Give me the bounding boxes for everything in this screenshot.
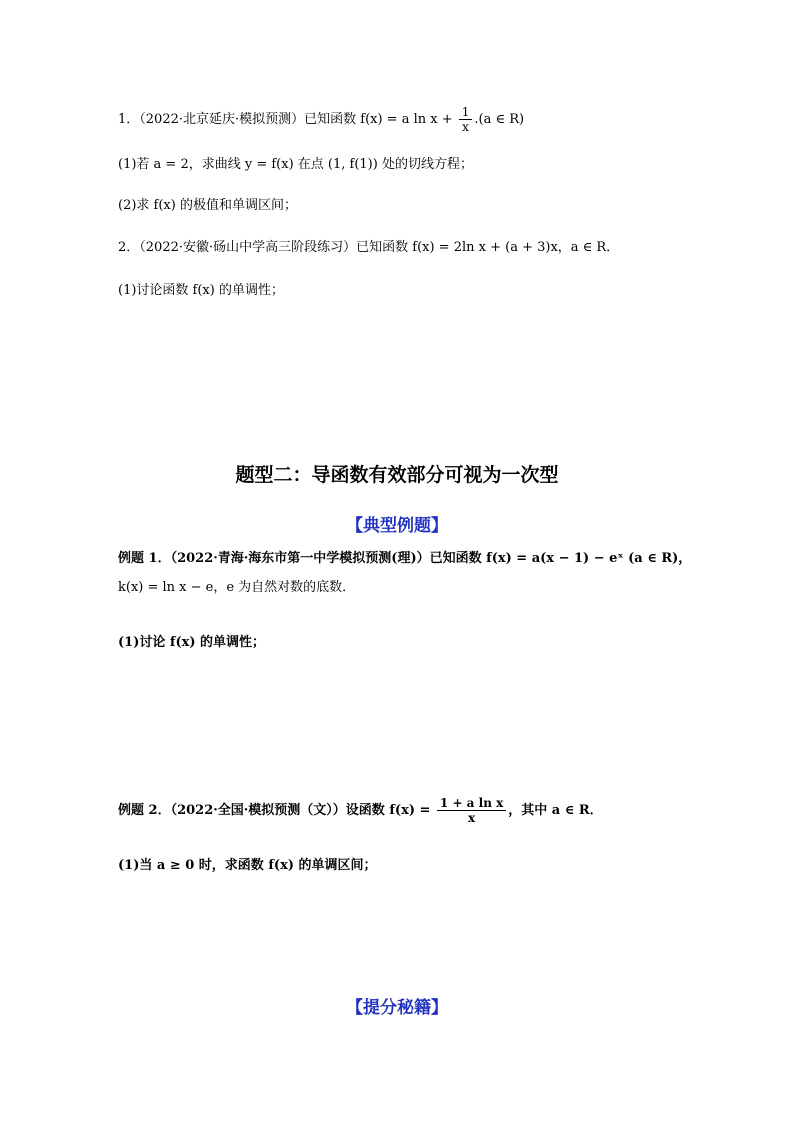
problem-1-part-1: (1)若 a = 2，求曲线 y = f(x) 在点 (1, f(1)) 处的切线方程； bbox=[118, 157, 473, 172]
fraction-numerator: 1 + a ln x bbox=[437, 796, 506, 811]
problem-1-text: 1．（2022·北京延庆·模拟预测）已知函数 f(x) = a ln x + bbox=[118, 112, 457, 127]
example-2-suffix: ，其中 a ∈ R． bbox=[508, 803, 603, 818]
example-2-stem bbox=[118, 796, 603, 825]
section-title: 题型二：导函数有效部分可视为一次型 bbox=[235, 464, 559, 486]
fraction-denominator: x bbox=[468, 811, 476, 825]
problem-2-stem: 2．（2022·安徽·砀山中学高三阶段练习）已知函数 f(x) = 2ln x + (a + 3)x，a ∈ R． bbox=[118, 240, 620, 255]
typical-examples-title: 【典型例题】 bbox=[346, 516, 448, 536]
tips-title: 【提分秘籍】 bbox=[346, 998, 448, 1018]
example-1-question-1: (1)讨论 f(x) 的单调性； bbox=[118, 635, 266, 650]
example-1-line-2: k(x) = ln x − e，e 为自然对数的底数． bbox=[118, 580, 356, 595]
problem-1-domain: .(a ∈ R) bbox=[474, 112, 525, 127]
problem-1-fraction bbox=[459, 105, 473, 134]
fraction-denominator: x bbox=[462, 120, 469, 134]
example-2-fraction bbox=[437, 796, 506, 825]
problem-2-part-1: (1)讨论函数 f(x) 的单调性； bbox=[118, 283, 284, 298]
fraction-numerator: 1 bbox=[459, 105, 473, 120]
example-2-question-1: (1)当 a ≥ 0 时，求函数 f(x) 的单调区间； bbox=[118, 858, 377, 873]
problem-1-part-2: (2)求 f(x) 的极值和单调区间； bbox=[118, 198, 297, 213]
example-1-line-1: 例题 1．（2022·青海·海东市第一中学模拟预测(理)）已知函数 f(x) = a(x − 1) − eˣ (a ∈ R)， bbox=[118, 551, 692, 566]
example-2-prefix: 例题 2．（2022·全国·模拟预测（文））设函数 f(x) = bbox=[118, 803, 435, 818]
problem-1-stem bbox=[118, 105, 524, 134]
